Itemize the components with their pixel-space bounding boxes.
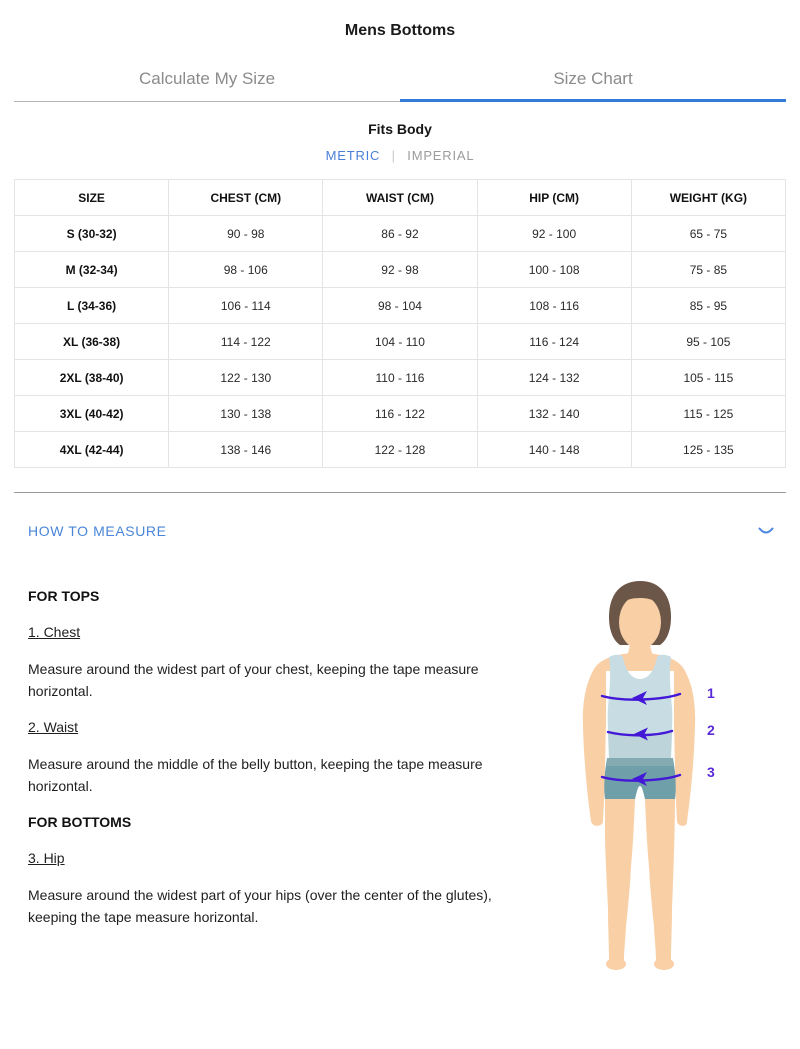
tab-calculate-my-size[interactable]: Calculate My Size [14, 68, 400, 102]
col-header-hip: HIP (CM) [477, 180, 631, 216]
cell-waist: 122 - 128 [323, 432, 477, 468]
col-header-waist: WAIST (CM) [323, 180, 477, 216]
table-row [15, 216, 786, 252]
page-title: Mens Bottoms [344, 22, 456, 39]
male-figure-icon [550, 575, 760, 985]
size-chart-table [14, 179, 786, 468]
cell-waist: 104 - 110 [323, 324, 477, 360]
cell-chest: 90 - 98 [169, 216, 323, 252]
cell-chest: 106 - 114 [169, 288, 323, 324]
cell-chest: 122 - 130 [169, 360, 323, 396]
unit-separator: | [391, 148, 396, 163]
marker-waist: 2 [707, 722, 715, 738]
section-heading-for-tops: FOR TOPS [28, 588, 100, 604]
cell-size: M (32-34) [15, 252, 169, 288]
measure-instructions [28, 586, 500, 928]
cell-hip: 132 - 140 [477, 396, 631, 432]
cell-weight: 95 - 105 [631, 324, 785, 360]
metric-toggle[interactable]: METRIC [325, 148, 381, 163]
chevron-down-icon[interactable] [758, 527, 774, 537]
cell-hip: 116 - 124 [477, 324, 631, 360]
cell-weight: 105 - 115 [631, 360, 785, 396]
body-measurement-illustration [550, 575, 760, 985]
col-header-weight: WEIGHT (KG) [631, 180, 785, 216]
cell-size: L (34-36) [15, 288, 169, 324]
cell-chest: 138 - 146 [169, 432, 323, 468]
cell-weight: 75 - 85 [631, 252, 785, 288]
step-text-waist: Measure around the middle of the belly button, keeping the tape measure horizontal. [28, 756, 483, 794]
col-header-size: SIZE [15, 180, 169, 216]
cell-waist: 98 - 104 [323, 288, 477, 324]
unit-toggle [0, 147, 800, 164]
step-text-hip: Measure around the widest part of your hips (over the center of the glutes), keeping the tape measure horizontal. [28, 887, 492, 925]
step-label-waist: 2. Waist [28, 719, 79, 735]
cell-weight: 115 - 125 [631, 396, 785, 432]
table-row [15, 360, 786, 396]
cell-size: S (30-32) [15, 216, 169, 252]
cell-hip: 100 - 108 [477, 252, 631, 288]
cell-size: 4XL (42-44) [15, 432, 169, 468]
cell-weight: 85 - 95 [631, 288, 785, 324]
tab-size-chart[interactable]: Size Chart [400, 68, 786, 102]
how-to-measure-label: HOW TO MEASURE [28, 523, 167, 539]
cell-waist: 86 - 92 [323, 216, 477, 252]
cell-weight: 65 - 75 [631, 216, 785, 252]
cell-hip: 108 - 116 [477, 288, 631, 324]
cell-hip: 124 - 132 [477, 360, 631, 396]
cell-chest: 130 - 138 [169, 396, 323, 432]
cell-hip: 92 - 100 [477, 216, 631, 252]
cell-chest: 114 - 122 [169, 324, 323, 360]
table-row [15, 288, 786, 324]
marker-chest: 1 [707, 685, 715, 701]
step-text-chest: Measure around the widest part of your chest, keeping the tape measure horizontal. [28, 661, 479, 699]
cell-waist: 110 - 116 [323, 360, 477, 396]
table-row [15, 432, 786, 468]
cell-waist: 92 - 98 [323, 252, 477, 288]
cell-size: XL (36-38) [15, 324, 169, 360]
table-header-row [15, 180, 786, 216]
section-heading-for-bottoms: FOR BOTTOMS [28, 814, 132, 830]
fits-body-label: Fits Body [368, 121, 432, 137]
cell-hip: 140 - 148 [477, 432, 631, 468]
marker-hip: 3 [707, 764, 715, 780]
cell-weight: 125 - 135 [631, 432, 785, 468]
how-to-measure-toggle[interactable] [14, 493, 786, 542]
tab-bar [14, 68, 786, 102]
cell-chest: 98 - 106 [169, 252, 323, 288]
cell-size: 3XL (40-42) [15, 396, 169, 432]
cell-waist: 116 - 122 [323, 396, 477, 432]
imperial-toggle[interactable]: IMPERIAL [407, 148, 475, 163]
step-label-chest: 1. Chest [28, 624, 81, 640]
table-row [15, 396, 786, 432]
col-header-chest: CHEST (CM) [169, 180, 323, 216]
table-row [15, 324, 786, 360]
table-row [15, 252, 786, 288]
cell-size: 2XL (38-40) [15, 360, 169, 396]
step-label-hip: 3. Hip [28, 850, 65, 866]
